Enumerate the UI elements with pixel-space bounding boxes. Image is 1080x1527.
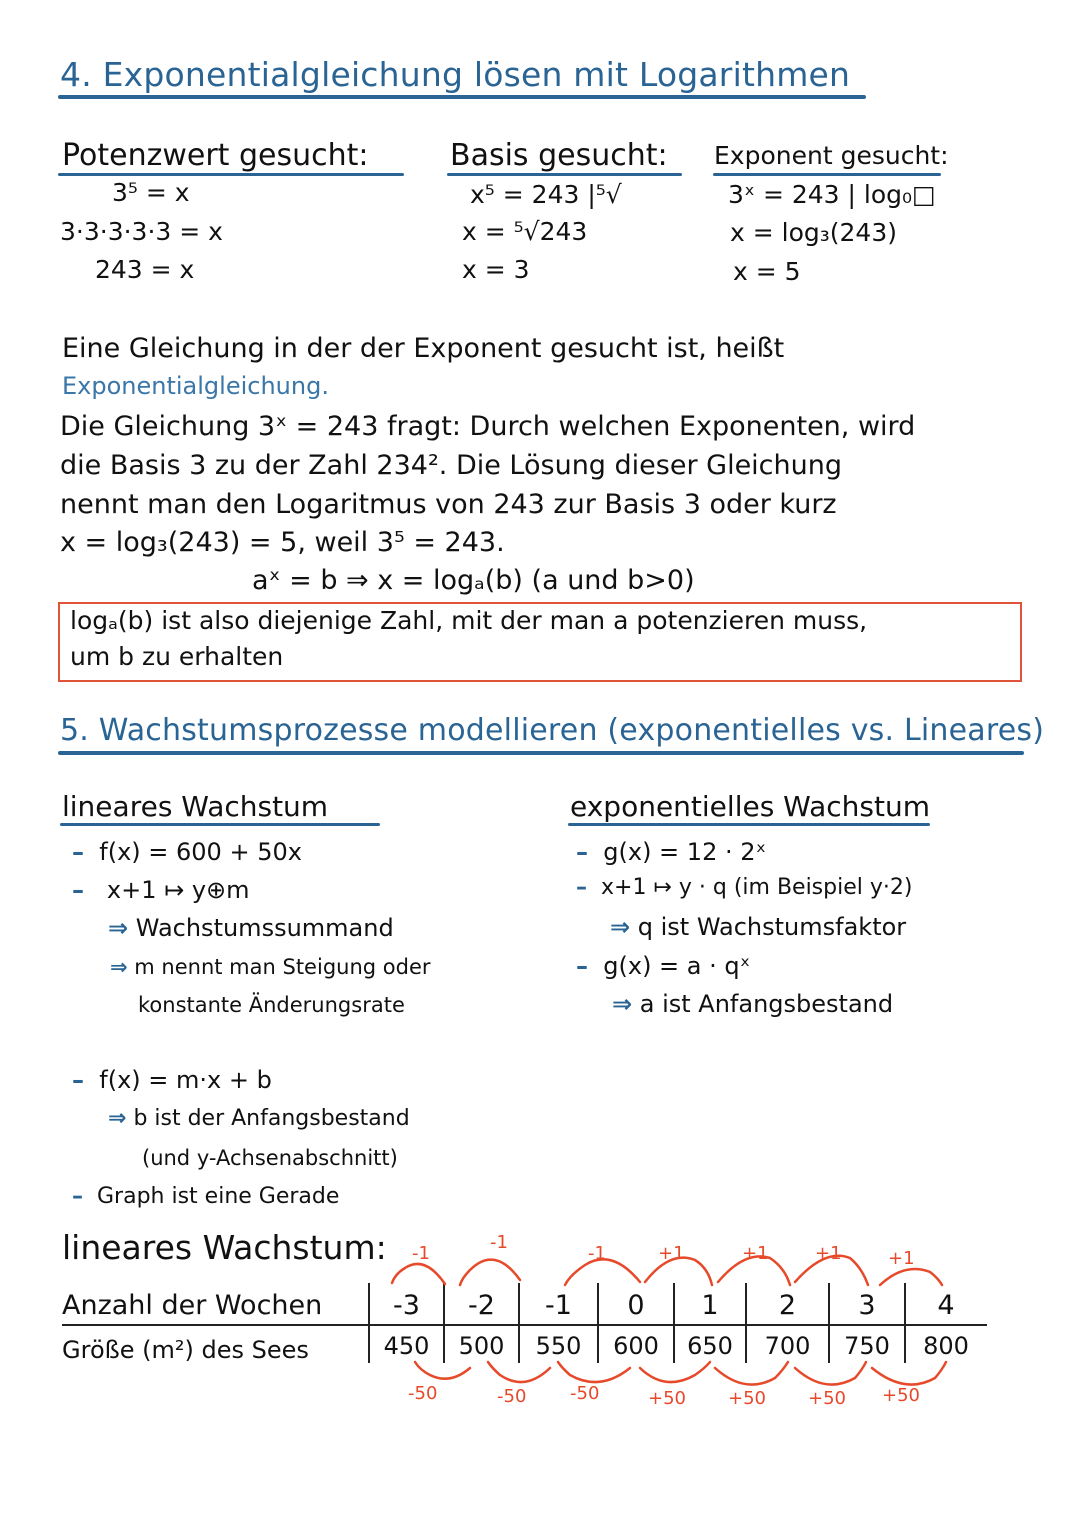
size-cell: 700: [764, 1332, 811, 1360]
log-formula: aˣ = b ⇒ x = logₐ(b) (a und b>0): [252, 565, 695, 596]
step-label: -1: [588, 1243, 606, 1264]
list-item-text: Graph ist eine Gerade: [97, 1184, 340, 1209]
implies-arrow-icon: ⇒: [108, 1106, 127, 1131]
list-item-text: x+1 ↦ y · q (im Beispiel y·2): [601, 875, 913, 900]
term-exponentialgleichung: Exponentialgleichung.: [62, 372, 329, 400]
size-cell: 650: [687, 1332, 733, 1360]
week-cell: -1: [545, 1290, 572, 1321]
size-cell: 750: [844, 1332, 890, 1360]
list-item: (und y-Achsenabschnitt): [142, 1146, 398, 1170]
list-item-text: m nennt man Steigung oder: [134, 955, 431, 979]
step-label: -1: [412, 1243, 430, 1264]
step-label: -50: [408, 1383, 438, 1404]
paragraph-line: Eine Gleichung in der der Exponent gesucht ist, heißt: [62, 333, 785, 364]
bullet-dash-icon: –: [576, 838, 588, 866]
column-heading-exponent: Exponent gesucht:: [714, 141, 949, 170]
size-cell: 500: [458, 1332, 505, 1360]
list-item-text: f(x) = m·x + b: [99, 1066, 272, 1094]
paragraph-line: nennt man den Logaritmus von 243 zur Basis 3 oder kurz: [60, 489, 837, 520]
step-label: +1: [658, 1243, 685, 1264]
linear-growth-heading: lineares Wachstum: [62, 790, 329, 823]
exponential-growth-heading: exponentielles Wachstum: [570, 790, 930, 823]
list-item-text: Wachstumssummand: [135, 914, 394, 942]
bullet-dash-icon: –: [72, 1184, 83, 1209]
equation-line: x⁵ = 243 |⁵√: [470, 180, 622, 209]
bullet-dash-icon: –: [72, 838, 84, 866]
bullet-dash-icon: –: [576, 952, 588, 980]
week-cell: 0: [627, 1290, 645, 1321]
week-cell: -3: [393, 1290, 420, 1321]
week-cell: 4: [937, 1290, 955, 1321]
step-label: +1: [888, 1248, 915, 1269]
paragraph-line: Die Gleichung 3ˣ = 243 fragt: Durch welchen Exponenten, wird: [60, 411, 916, 442]
size-cell: 800: [923, 1332, 969, 1360]
example-heading: lineares Wachstum:: [62, 1228, 387, 1267]
list-item-text: g(x) = 12 · 2ˣ: [603, 838, 767, 866]
equation-line: x = 3: [462, 255, 530, 284]
week-cell: 2: [778, 1290, 797, 1321]
equation-line: x = ⁵√243: [462, 217, 588, 246]
size-cell: 450: [383, 1332, 430, 1360]
step-label: +50: [648, 1388, 686, 1409]
equation-line: 243 = x: [95, 255, 195, 284]
week-cell: -2: [468, 1290, 495, 1321]
equation-line: 3⁵ = x: [112, 178, 190, 207]
step-label: -1: [490, 1232, 508, 1253]
section-5-title: 5. Wachstumsprozesse modellieren (exponentielles vs. Lineares): [60, 713, 1045, 748]
list-item-text: g(x) = a · qˣ: [603, 952, 751, 980]
step-label: +1: [815, 1243, 842, 1264]
paragraph-line: x = log₃(243) = 5, weil 3⁵ = 243.: [60, 527, 505, 558]
week-cell: 3: [858, 1290, 876, 1321]
bullet-dash-icon: –: [72, 876, 84, 904]
equation-line: 3·3·3·3·3 = x: [60, 217, 223, 246]
row-label-size: Größe (m²) des Sees: [62, 1336, 309, 1364]
definition-line: um b zu erhalten: [70, 642, 284, 671]
equation-line: 3ˣ = 243 | log₀□: [728, 180, 936, 209]
implies-arrow-icon: ⇒: [610, 913, 631, 941]
size-cell: 600: [613, 1332, 659, 1360]
definition-line: logₐ(b) ist also diejenige Zahl, mit der man a potenzieren muss,: [70, 606, 868, 635]
size-cell: 550: [535, 1332, 582, 1360]
step-label: +1: [742, 1243, 769, 1264]
list-item-text: a ist Anfangsbestand: [639, 990, 894, 1018]
column-heading-potenzwert: Potenzwert gesucht:: [62, 138, 369, 173]
step-label: -50: [497, 1386, 527, 1407]
column-heading-basis: Basis gesucht:: [450, 138, 668, 173]
list-item-text: x+1 ↦ y⊕m: [106, 876, 250, 904]
list-item-text: q ist Wachstumsfaktor: [637, 913, 907, 941]
week-cell: 1: [701, 1290, 719, 1321]
step-label: -50: [570, 1383, 600, 1404]
equation-line: x = log₃(243): [730, 218, 897, 247]
paragraph-line: die Basis 3 zu der Zahl 234². Die Lösung dieser Gleichung: [60, 450, 842, 481]
implies-arrow-icon: ⇒: [108, 914, 129, 942]
implies-arrow-icon: ⇒: [612, 990, 633, 1018]
step-label: +50: [882, 1385, 920, 1406]
list-item-text: f(x) = 600 + 50x: [99, 838, 302, 866]
implies-arrow-icon: ⇒: [110, 955, 128, 979]
bullet-dash-icon: –: [576, 875, 587, 900]
step-label: +50: [808, 1388, 846, 1409]
step-label: +50: [728, 1388, 766, 1409]
section-4-title: 4. Exponentialgleichung lösen mit Logarithmen: [60, 55, 851, 94]
equation-line: x = 5: [733, 257, 801, 286]
list-item: konstante Änderungsrate: [138, 993, 405, 1017]
list-item-text: b ist der Anfangsbestand: [133, 1106, 410, 1131]
row-label-weeks: Anzahl der Wochen: [62, 1290, 323, 1321]
bullet-dash-icon: –: [72, 1066, 84, 1094]
